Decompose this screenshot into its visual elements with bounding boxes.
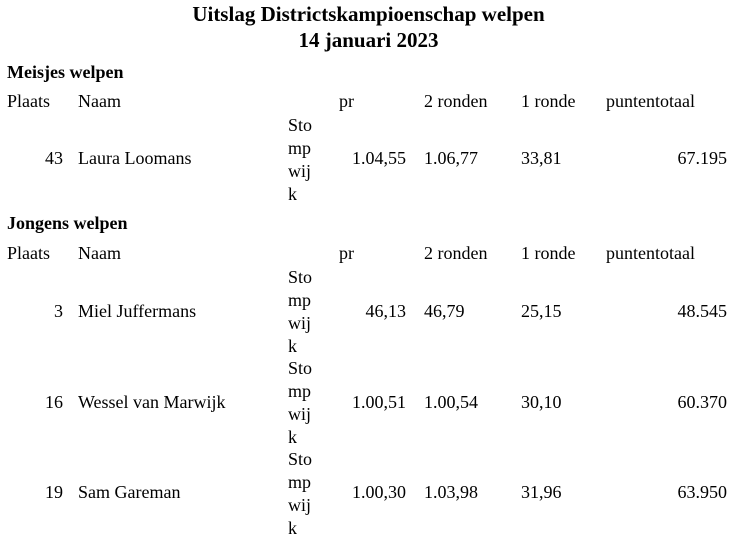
header-pr: pr: [339, 91, 354, 111]
cell-plaats: 43: [45, 148, 63, 168]
club-line: wij: [288, 404, 312, 424]
club-line: Sto: [288, 358, 313, 378]
club-line: Sto: [288, 267, 313, 287]
cell-1-ronde: 31,96: [521, 482, 562, 502]
cell-1-ronde: 25,15: [521, 301, 562, 321]
club-line: k: [288, 518, 297, 538]
club-line: k: [288, 184, 297, 204]
cell-1-ronde: 33,81: [521, 148, 562, 168]
cell-club: [288, 448, 322, 540]
cell-pr: 1.00,30: [352, 482, 406, 502]
club-line: Sto: [288, 115, 313, 135]
club-line: mp: [288, 472, 312, 492]
cell-club: [288, 357, 322, 449]
cell-puntentotaal: 48.545: [677, 301, 727, 321]
cell-club: [288, 114, 322, 206]
cell-1-ronde: 30,10: [521, 392, 562, 412]
club-line: k: [288, 427, 297, 447]
club-line: mp: [288, 381, 312, 401]
cell-pr: 1.04,55: [352, 148, 406, 168]
cell-2-ronden: 1.06,77: [424, 148, 478, 168]
cell-2-ronden: 1.03,98: [424, 482, 478, 502]
cell-plaats: 3: [54, 301, 63, 321]
cell-pr: 46,13: [365, 301, 406, 321]
cell-plaats: 16: [45, 392, 63, 412]
cell-2-ronden: 46,79: [424, 301, 465, 321]
header-puntentotaal: puntentotaal: [606, 243, 695, 263]
club-line: wij: [288, 313, 312, 333]
section-title-jongens: Jongens welpen: [7, 213, 128, 233]
header-plaats: Plaats: [7, 91, 50, 111]
club-line: wij: [288, 161, 312, 181]
cell-pr: 1.00,51: [352, 392, 406, 412]
cell-puntentotaal: 63.950: [677, 482, 727, 502]
club-line: k: [288, 336, 297, 356]
cell-naam: Laura Loomans: [78, 148, 192, 168]
header-2-ronden: 2 ronden: [424, 243, 488, 263]
header-1-ronde: 1 ronde: [521, 243, 576, 263]
header-plaats: Plaats: [7, 243, 50, 263]
page-title: Uitslag Districtskampioenschap welpen: [192, 2, 545, 26]
page-date: 14 januari 2023: [298, 28, 439, 52]
header-1-ronde: 1 ronde: [521, 91, 576, 111]
club-line: Sto: [288, 449, 313, 469]
section-title-meisjes: Meisjes welpen: [7, 62, 124, 82]
header-2-ronden: 2 ronden: [424, 91, 488, 111]
header-pr: pr: [339, 243, 354, 263]
cell-club: [288, 266, 322, 358]
header-naam: Naam: [78, 243, 121, 263]
cell-plaats: 19: [45, 482, 63, 502]
club-line: mp: [288, 290, 312, 310]
cell-naam: Wessel van Marwijk: [78, 392, 226, 412]
header-naam: Naam: [78, 91, 121, 111]
cell-naam: Miel Juffermans: [78, 301, 197, 321]
club-line: mp: [288, 138, 312, 158]
club-line: wij: [288, 495, 312, 515]
cell-naam: Sam Gareman: [78, 482, 181, 502]
cell-2-ronden: 1.00,54: [424, 392, 478, 412]
cell-puntentotaal: 67.195: [677, 148, 727, 168]
header-puntentotaal: puntentotaal: [606, 91, 695, 111]
cell-puntentotaal: 60.370: [677, 392, 727, 412]
